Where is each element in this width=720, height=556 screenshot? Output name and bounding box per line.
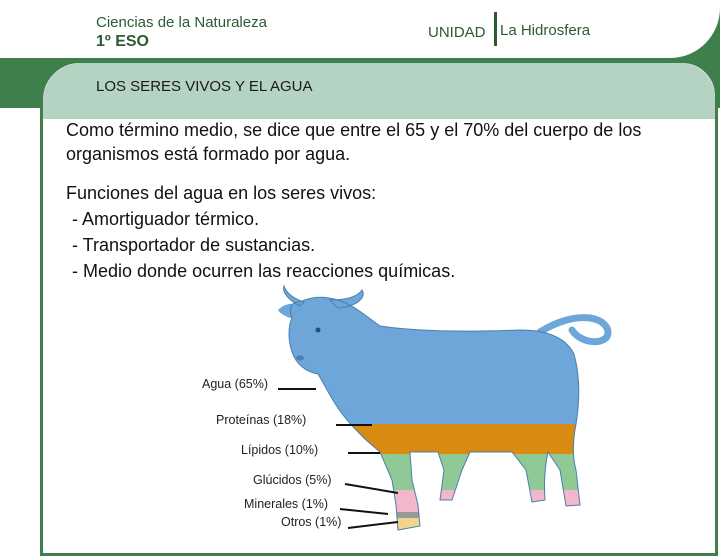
functions-heading: Funciones del agua en los seres vivos: (66, 183, 377, 203)
function-item: - Transportador de sustancias. (72, 235, 316, 255)
label-minerals: Minerales (1%) (244, 497, 329, 511)
unit-name: La Hidrosfera (500, 22, 591, 39)
course-title: Ciencias de la Naturaleza (96, 14, 267, 31)
cow-eye (316, 328, 321, 333)
label-carbs: Glúcidos (5%) (253, 473, 332, 487)
label-others: Otros (1%) (281, 515, 342, 529)
course-info (96, 13, 267, 51)
cow-composition-diagram (0, 280, 720, 540)
unit-label: UNIDAD (428, 24, 486, 41)
function-item: - Medio donde ocurren las reacciones químicas. (72, 261, 456, 281)
course-grade: 1º ESO (96, 33, 149, 50)
leader-line-carbs (345, 484, 398, 493)
section-title: LOS SERES VIVOS Y EL AGUA (96, 78, 313, 95)
intro-paragraph: Como término medio, se dice que entre el 65 y el 70% del cuerpo de los organismos está formado por agua. (66, 120, 642, 164)
label-lipids: Lípidos (10%) (241, 443, 319, 457)
cow-nostril (296, 356, 304, 361)
unit-separator (494, 12, 497, 46)
leader-line-minerals (340, 509, 388, 514)
function-item: - Amortiguador térmico. (72, 209, 260, 229)
leader-line-others (348, 522, 398, 528)
label-proteins: Proteínas (18%) (216, 413, 307, 427)
water-region (260, 280, 600, 424)
water-functions (66, 180, 455, 284)
label-water: Agua (65%) (202, 377, 269, 391)
